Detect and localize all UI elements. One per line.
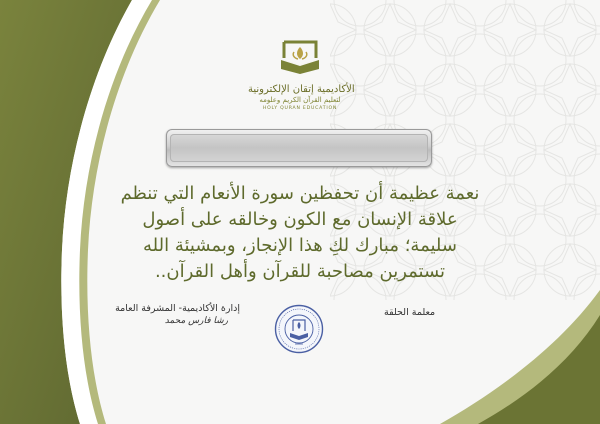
message-line: علاقة الإنسان مع الكون وخالقه على أصول [142,209,458,230]
logo-title: الأكاديمية إتقان الإلكترونية [248,84,355,95]
message-line: نعمة عظيمة أن تحفظين سورة الأنعام التي تنظم [120,183,480,204]
certificate-message [98,181,502,285]
academy-logo [248,38,355,116]
academy-seal-stamp [274,304,324,354]
teacher-signature-label: معلمة الحلقة [384,307,436,318]
recipient-name-plate [166,129,432,167]
recipient-name-field [170,134,428,162]
quran-book-frame-icon [275,38,325,78]
administration-name: رشا فارس محمد [164,316,228,326]
administration-signature [112,302,240,328]
message-line: سليمة؛ مبارك لكِ هذا الإنجاز، وبمشيئة الله [143,235,457,256]
logo-subtitle: لتعليم القرآن الكريم وعلومه [259,96,341,104]
message-line: تستمرين مصاحبة للقرآن وأهل القرآن.. [154,261,446,282]
logo-english: HOLY QURAN EDUCATION [262,106,338,111]
administration-title: إدارة الأكاديمية- المشرفة العامة [115,303,240,314]
